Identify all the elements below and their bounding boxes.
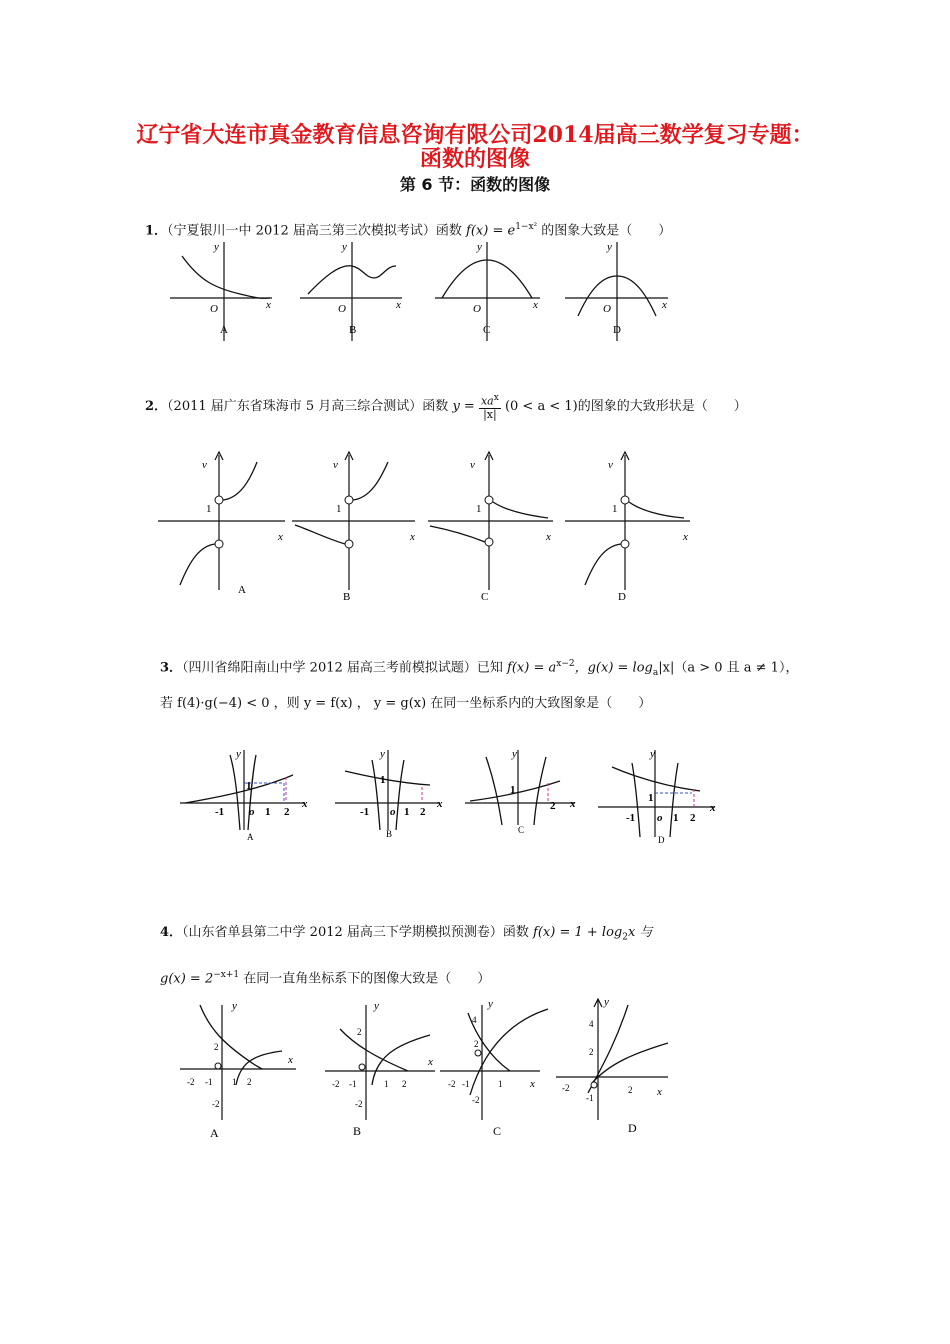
svg-text:C: C: [481, 591, 489, 603]
question-source: （2011 届广东省珠海市 5 月高三综合测试）函数: [167, 398, 449, 414]
q4-graph-a: [180, 1000, 296, 1140]
svg-text:-1: -1: [586, 1093, 594, 1103]
svg-text:A: A: [210, 1126, 219, 1140]
question-source: （山东省单县第二中学 2012 届高三下学期模拟预测卷）函数: [182, 925, 529, 940]
svg-text:2: 2: [420, 806, 426, 818]
formula: y =: [452, 398, 475, 414]
q2-graph-b: [292, 452, 415, 603]
svg-text:-1: -1: [349, 1079, 357, 1089]
svg-text:2: 2: [247, 1077, 252, 1087]
svg-text:x: x: [288, 1054, 293, 1066]
q4-graph-b: [325, 1000, 435, 1138]
svg-text:1: 1: [246, 780, 252, 792]
svg-text:2: 2: [357, 1027, 362, 1037]
svg-text:x: x: [266, 299, 271, 311]
formula: f(x) = e: [466, 223, 516, 239]
svg-text:D: D: [618, 591, 626, 603]
svg-text:O: O: [603, 303, 611, 315]
svg-text:v: v: [202, 459, 207, 471]
svg-text:-2: -2: [187, 1077, 195, 1087]
svg-text:1: 1: [510, 784, 516, 796]
svg-text:1: 1: [384, 1079, 389, 1089]
svg-text:y: y: [604, 996, 609, 1008]
svg-text:-1: -1: [215, 806, 225, 818]
svg-text:-1: -1: [205, 1077, 213, 1087]
q4-graph-c: [440, 998, 548, 1138]
question-number: 2．: [145, 398, 168, 414]
q1-figures: [0, 236, 950, 346]
q2-graph-d: [565, 452, 690, 603]
svg-text:1: 1: [498, 1079, 503, 1089]
svg-text:1: 1: [612, 503, 618, 515]
svg-text:-2: -2: [562, 1083, 570, 1093]
question-number: 4．: [160, 925, 183, 940]
page-title-line1: 辽宁省大连市真金教育信息咨询有限公司2014届高三数学复习专题：: [136, 122, 814, 148]
svg-text:D: D: [628, 1121, 637, 1135]
formula: f(x) = a: [507, 660, 557, 676]
q2-figures: [0, 450, 950, 610]
q3-figures: [0, 745, 950, 845]
svg-text:x: x: [278, 531, 283, 543]
svg-text:2: 2: [589, 1047, 594, 1057]
svg-text:1: 1: [336, 503, 342, 515]
svg-text:x: x: [410, 531, 415, 543]
svg-text:y: y: [488, 998, 493, 1010]
q1-graph-c: [435, 241, 540, 341]
svg-text:-2: -2: [355, 1099, 363, 1109]
svg-text:-2: -2: [212, 1099, 220, 1109]
svg-text:C: C: [493, 1124, 502, 1138]
question-2-text: [145, 392, 747, 421]
svg-text:1: 1: [673, 812, 679, 824]
svg-text:x: x: [533, 299, 538, 311]
svg-text:v: v: [333, 459, 338, 471]
svg-text:x: x: [302, 798, 308, 810]
svg-text:1: 1: [265, 806, 271, 818]
formula: f(x) = 1 + log: [533, 925, 623, 940]
q4-figures: [0, 995, 950, 1145]
svg-text:1: 1: [648, 792, 654, 804]
svg-text:A: A: [247, 832, 254, 842]
svg-text:v: v: [608, 459, 613, 471]
svg-text:1: 1: [206, 503, 212, 515]
svg-text:x: x: [428, 1056, 433, 1068]
condition: (0 < a < 1): [504, 398, 578, 414]
svg-text:x: x: [570, 798, 576, 810]
question-source: （宁夏银川一中 2012 届高三第三次模拟考试）函数: [167, 223, 462, 239]
svg-text:-1: -1: [360, 806, 370, 818]
fraction: $\frac{xa^x}{|x|}$: [480, 393, 499, 421]
svg-text:x: x: [662, 299, 667, 311]
q3-graph-a: [180, 748, 308, 842]
svg-text:o: o: [657, 812, 663, 824]
option-label: C: [483, 324, 491, 336]
q1-graph-d: [565, 241, 668, 341]
svg-text:y: y: [512, 748, 517, 760]
svg-text:o: o: [249, 806, 255, 818]
svg-text:D: D: [658, 835, 665, 845]
option-label: B: [349, 324, 357, 336]
svg-text:O: O: [473, 303, 481, 315]
formula-exponent: 1−x²: [515, 222, 538, 232]
svg-text:-1: -1: [626, 812, 636, 824]
svg-text:2: 2: [628, 1085, 633, 1095]
question-4-line2: $g(x) = 2^{-x+1}$ 在同一直角坐标系下的图像大致是（ ）: [160, 970, 491, 987]
svg-text:x: x: [437, 798, 443, 810]
svg-text:1: 1: [380, 774, 386, 786]
q3-graph-d: [598, 748, 716, 845]
svg-text:1: 1: [476, 503, 482, 515]
svg-text:-2: -2: [448, 1079, 456, 1089]
svg-text:y: y: [232, 1000, 237, 1012]
question-source: （四川省绵阳南山中学 2012 届高三考前模拟试题）已知: [182, 660, 503, 676]
svg-text:1: 1: [404, 806, 410, 818]
svg-text:A: A: [238, 584, 246, 596]
svg-text:y: y: [342, 241, 347, 253]
svg-text:y: y: [214, 241, 219, 253]
svg-text:O: O: [338, 303, 346, 315]
page-title-line2: 函数的图像: [419, 146, 530, 172]
svg-text:1: 1: [232, 1077, 237, 1087]
svg-text:y: y: [236, 748, 241, 760]
q2-graph-a: [158, 452, 285, 596]
question-tail: 的图象的大致形状是（ ）: [577, 398, 747, 414]
section-subtitle: 第 6 节：函数的图像: [399, 175, 551, 194]
svg-text:v: v: [470, 459, 475, 471]
svg-text:x: x: [396, 299, 401, 311]
svg-text:y: y: [477, 241, 482, 253]
svg-text:-2: -2: [472, 1095, 480, 1105]
question-number: 3．: [160, 660, 183, 676]
svg-text:C: C: [518, 825, 525, 835]
svg-text:2: 2: [550, 800, 556, 812]
svg-text:-1: -1: [462, 1079, 470, 1089]
q3-graph-b: [335, 748, 443, 839]
question-3-line2: 若 f(4)·g(−4) < 0 ，则 y = f(x) ， y = g(x) 在同一坐标系内的大致图象是（ ）: [160, 696, 652, 711]
q1-graph-a: [170, 241, 272, 341]
q1-graph-b: [300, 241, 402, 341]
q2-graph-c: [428, 452, 553, 603]
svg-text:y: y: [607, 241, 612, 253]
svg-text:O: O: [210, 303, 218, 315]
svg-text:B: B: [386, 829, 393, 839]
svg-text:y: y: [650, 748, 655, 760]
svg-text:-2: -2: [332, 1079, 340, 1089]
svg-text:B: B: [343, 591, 351, 603]
svg-text:x: x: [657, 1086, 662, 1098]
svg-text:2: 2: [214, 1042, 219, 1052]
svg-text:x: x: [683, 531, 688, 543]
svg-text:x: x: [530, 1078, 535, 1090]
option-label: D: [613, 324, 621, 336]
svg-text:x: x: [710, 802, 716, 814]
svg-text:o: o: [390, 806, 396, 818]
svg-text:2: 2: [402, 1079, 407, 1089]
svg-text:x: x: [546, 531, 551, 543]
svg-text:2: 2: [690, 812, 696, 824]
question-4-text: 4．（山东省单县第二中学 2012 届高三下学期模拟预测卷）函数 $f(x) = 1 + \log_2x$ 与: [160, 925, 653, 943]
q3-graph-c: [465, 748, 576, 835]
svg-text:y: y: [380, 748, 385, 760]
question-3-text: 3．（四川省绵阳南山中学 2012 届高三考前模拟试题）已知 $f(x) = a^{x-2}$，$g(x) = \log_a|x|(a > 0$ 且 a ≠ 1），: [160, 659, 799, 678]
svg-text:4: 4: [589, 1019, 594, 1029]
formula: g(x) = 2: [160, 971, 214, 987]
svg-text:y: y: [374, 1000, 379, 1012]
question-number: 1．: [145, 223, 168, 239]
svg-text:2: 2: [284, 806, 290, 818]
svg-text:B: B: [353, 1124, 362, 1138]
q4-graph-d: [556, 996, 668, 1135]
svg-text:4: 4: [472, 1015, 477, 1025]
question-tail: 的图象大致是（ ）: [541, 223, 672, 239]
option-label: A: [220, 324, 228, 336]
svg-text:2: 2: [474, 1039, 479, 1049]
